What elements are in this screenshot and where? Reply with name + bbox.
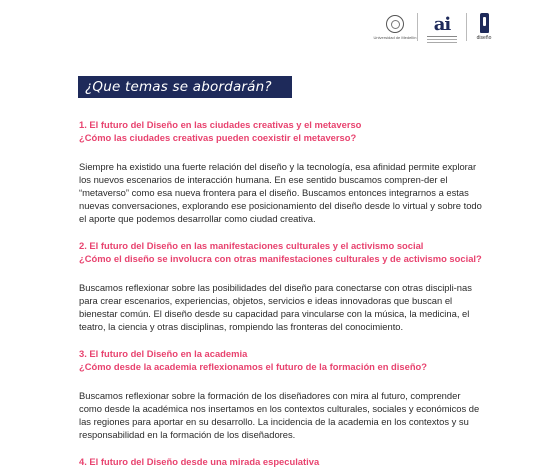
topic-heading: 4. El futuro del Diseño desde una mirada especulativa	[79, 456, 320, 467]
ai-logo-mark: ai	[433, 14, 451, 35]
topic-heading: 1. El futuro del Diseño en las ciudades creativas y el metaverso	[79, 119, 362, 130]
topic-question: ¿Cómo las ciudades creativas pueden coexistir el metaverso?	[79, 132, 357, 143]
ai-logo	[425, 14, 459, 37]
topic-2-title	[79, 239, 484, 265]
logo-divider	[417, 13, 418, 41]
section-banner: ¿Que temas se abordarán?	[78, 76, 292, 98]
topic-question: ¿Cómo el diseño se involucra con otras manifestaciones culturales y de activismo social?	[79, 253, 482, 264]
topic-heading: 2. El futuro del Diseño en las manifestaciones culturales y el activismo social	[79, 240, 424, 251]
ai-logo-lines	[427, 36, 457, 37]
seal-icon	[386, 15, 404, 33]
topic-body: Siempre ha existido una fuerte relación del diseño y la tecnología, esa afinidad permite explorar los nuevos escenarios de interacción humana. En ese sentido buscamos compren-der el “metaverso” como esa nueva frontera para el diseño. Buscamos entonces integrarnos a estas nuevas conversaciones, explorando ese posicionamiento del diseño desde lo virtual y sobre todo el aporte que podemos desarrollar como ciudad creativa.	[79, 161, 482, 224]
topic-body: Buscamos reflexionar sobre la formación de los diseñadores con mira al futuro, comprender como desde la académica nos insertamos en los contextos culturales, sociales y económicos de las regiones para aportar en su desarrollo. La incidencia de la academia en los contextos y su responsabilidad en la formación de los diseñadores.	[79, 390, 480, 440]
topic-body: Buscamos reflexionar sobre las posibilidades del diseño para conectarse con otras discipli-nas para crear escenarios, experiencias, objetos, servicios e ideas innovadoras que buscan el bienestar común. El diseño desde su capacidad para vincularse con la música, la medicina, el teatro, la ciencia y otras disciplinas, rompiendo las fronteras del conocimiento.	[79, 282, 472, 332]
seal-caption: Universidad de Medellín	[373, 34, 417, 40]
logo-divider	[466, 13, 467, 41]
topic-heading: 3. El futuro del Diseño en la academia	[79, 348, 248, 359]
topic-question: ¿Cómo desde la academia reflexionamos el futuro de la formación en diseño?	[79, 361, 428, 372]
topic-1-title	[79, 118, 484, 144]
topic-3-title	[79, 347, 484, 373]
topics-content	[79, 118, 484, 468]
diseno-logo-icon	[480, 13, 489, 33]
diseno-logo	[474, 13, 494, 41]
header-logos	[373, 10, 494, 44]
university-seal-logo	[373, 12, 417, 42]
diseno-logo-label: diseño	[476, 35, 492, 41]
